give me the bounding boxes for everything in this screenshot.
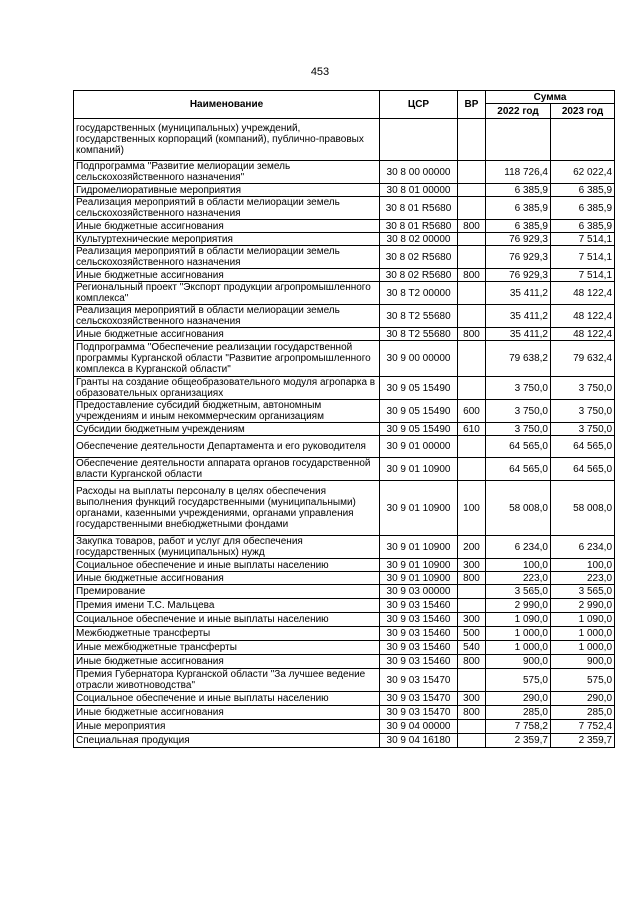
row-vr <box>458 734 486 748</box>
table-row <box>74 233 615 246</box>
row-value-2022: 6 234,0 <box>486 536 551 559</box>
row-value-2023: 79 632,4 <box>551 341 615 377</box>
row-value-2023: 6 385,9 <box>551 220 615 233</box>
row-value-2022: 35 411,2 <box>486 282 551 305</box>
row-csr: 30 9 00 00000 <box>380 341 458 377</box>
row-csr: 30 9 03 15460 <box>380 599 458 613</box>
row-value-2022: 6 385,9 <box>486 220 551 233</box>
table-row <box>74 613 615 627</box>
table-body <box>74 119 615 748</box>
row-name: Социальное обеспечение и иные выплаты населению <box>74 613 380 627</box>
row-name: Обеспечение деятельности Департамента и его руководителя <box>74 436 380 458</box>
row-csr: 30 8 01 00000 <box>380 184 458 197</box>
row-value-2023: 3 565,0 <box>551 585 615 599</box>
table-row <box>74 220 615 233</box>
row-value-2022: 3 750,0 <box>486 423 551 436</box>
row-vr: 610 <box>458 423 486 436</box>
row-value-2023: 3 750,0 <box>551 400 615 423</box>
table-row <box>74 341 615 377</box>
row-value-2023: 64 565,0 <box>551 436 615 458</box>
row-value-2022: 3 750,0 <box>486 400 551 423</box>
row-name: Реализация мероприятий в области мелиорации земель сельскохозяйственного назначения <box>74 305 380 328</box>
row-name: Иные бюджетные ассигнования <box>74 269 380 282</box>
page-number: 453 <box>310 66 330 78</box>
row-value-2022: 76 929,3 <box>486 269 551 282</box>
row-vr <box>458 282 486 305</box>
row-value-2022: 285,0 <box>486 706 551 720</box>
header-csr: ЦСР <box>380 91 458 119</box>
row-value-2023: 6 234,0 <box>551 536 615 559</box>
row-csr: 30 9 01 10900 <box>380 559 458 572</box>
row-vr <box>458 669 486 692</box>
row-vr <box>458 119 486 161</box>
row-csr: 30 8 T2 55680 <box>380 305 458 328</box>
row-name: Межбюджетные трансферты <box>74 627 380 641</box>
row-name: Реализация мероприятий в области мелиорации земель сельскохозяйственного назначения <box>74 197 380 220</box>
row-name: Закупка товаров, работ и услуг для обеспечения государственных (муниципальных) нужд <box>74 536 380 559</box>
row-value-2023: 1 000,0 <box>551 627 615 641</box>
row-csr: 30 8 02 R5680 <box>380 269 458 282</box>
row-value-2023: 290,0 <box>551 692 615 706</box>
row-vr: 500 <box>458 627 486 641</box>
row-name: Специальная продукция <box>74 734 380 748</box>
row-value-2022: 100,0 <box>486 559 551 572</box>
table-row <box>74 269 615 282</box>
table-row <box>74 536 615 559</box>
row-vr <box>458 246 486 269</box>
row-value-2022: 7 758,2 <box>486 720 551 734</box>
row-value-2022: 1 000,0 <box>486 641 551 655</box>
header-name: Наименование <box>74 91 380 119</box>
row-value-2023: 2 359,7 <box>551 734 615 748</box>
table-row <box>74 197 615 220</box>
row-vr <box>458 184 486 197</box>
row-csr: 30 9 03 15460 <box>380 641 458 655</box>
row-name: Иные мероприятия <box>74 720 380 734</box>
table-row <box>74 734 615 748</box>
row-name: Культуртехнические мероприятия <box>74 233 380 246</box>
row-csr: 30 9 01 10900 <box>380 481 458 536</box>
table-row <box>74 458 615 481</box>
row-name: Гранты на создание общеобразовательного модуля агропарка в образовательных организациях <box>74 377 380 400</box>
row-value-2023: 100,0 <box>551 559 615 572</box>
row-value-2022: 223,0 <box>486 572 551 585</box>
row-name: Субсидии бюджетным учреждениям <box>74 423 380 436</box>
table-row <box>74 184 615 197</box>
row-value-2022: 6 385,9 <box>486 184 551 197</box>
row-value-2022: 76 929,3 <box>486 233 551 246</box>
row-value-2022: 64 565,0 <box>486 458 551 481</box>
table-row <box>74 669 615 692</box>
row-csr: 30 8 00 00000 <box>380 161 458 184</box>
row-value-2023: 900,0 <box>551 655 615 669</box>
row-vr <box>458 720 486 734</box>
row-name: Иные бюджетные ассигнования <box>74 655 380 669</box>
table-row <box>74 720 615 734</box>
row-value-2023: 48 122,4 <box>551 328 615 341</box>
row-vr: 540 <box>458 641 486 655</box>
row-value-2022 <box>486 119 551 161</box>
row-name: Реализация мероприятий в области мелиорации земель сельскохозяйственного назначения <box>74 246 380 269</box>
row-csr: 30 9 01 10900 <box>380 458 458 481</box>
header-vr: ВР <box>458 91 486 119</box>
row-vr: 600 <box>458 400 486 423</box>
row-csr: 30 9 05 15490 <box>380 423 458 436</box>
row-csr: 30 9 03 15460 <box>380 655 458 669</box>
row-name: Социальное обеспечение и иные выплаты населению <box>74 559 380 572</box>
table-row <box>74 655 615 669</box>
row-vr <box>458 458 486 481</box>
table-row <box>74 572 615 585</box>
row-value-2023: 575,0 <box>551 669 615 692</box>
table-row <box>74 161 615 184</box>
row-name: Премия имени Т.С. Мальцева <box>74 599 380 613</box>
table-row <box>74 585 615 599</box>
row-value-2022: 2 990,0 <box>486 599 551 613</box>
row-name: Иные бюджетные ассигнования <box>74 572 380 585</box>
row-value-2022: 1 090,0 <box>486 613 551 627</box>
table-row <box>74 436 615 458</box>
table-row <box>74 423 615 436</box>
row-csr: 30 9 03 00000 <box>380 585 458 599</box>
row-csr: 30 8 02 R5680 <box>380 246 458 269</box>
row-vr <box>458 197 486 220</box>
row-vr <box>458 161 486 184</box>
row-name: Предоставление субсидий бюджетным, автономным учреждениям и иным некоммерческим организациям <box>74 400 380 423</box>
row-vr: 300 <box>458 692 486 706</box>
table-row <box>74 119 615 161</box>
row-value-2022: 64 565,0 <box>486 436 551 458</box>
row-csr: 30 9 01 10900 <box>380 572 458 585</box>
row-csr: 30 9 03 15470 <box>380 706 458 720</box>
row-csr: 30 8 02 00000 <box>380 233 458 246</box>
row-vr: 800 <box>458 572 486 585</box>
row-csr: 30 9 04 16180 <box>380 734 458 748</box>
row-value-2023: 58 008,0 <box>551 481 615 536</box>
row-value-2023: 3 750,0 <box>551 423 615 436</box>
table-row <box>74 641 615 655</box>
row-csr: 30 9 05 15490 <box>380 377 458 400</box>
row-vr: 100 <box>458 481 486 536</box>
row-name: Премия Губернатора Курганской области "За лучшее ведение отрасли животноводства" <box>74 669 380 692</box>
row-value-2022: 6 385,9 <box>486 197 551 220</box>
row-value-2023: 7 514,1 <box>551 269 615 282</box>
row-vr: 800 <box>458 269 486 282</box>
row-value-2022: 118 726,4 <box>486 161 551 184</box>
budget-table <box>73 90 615 748</box>
header-sum: Сумма <box>486 91 615 104</box>
row-value-2023: 64 565,0 <box>551 458 615 481</box>
row-value-2022: 900,0 <box>486 655 551 669</box>
table-row <box>74 706 615 720</box>
table-row <box>74 282 615 305</box>
row-value-2023: 1 000,0 <box>551 641 615 655</box>
row-vr: 300 <box>458 613 486 627</box>
table-row <box>74 599 615 613</box>
row-csr: 30 9 04 00000 <box>380 720 458 734</box>
row-value-2022: 3 750,0 <box>486 377 551 400</box>
row-value-2023: 1 090,0 <box>551 613 615 627</box>
row-vr <box>458 599 486 613</box>
table-row <box>74 246 615 269</box>
row-csr: 30 9 03 15460 <box>380 613 458 627</box>
row-name: Региональный проект "Экспорт продукции агропромышленного комплекса" <box>74 282 380 305</box>
row-value-2023 <box>551 119 615 161</box>
row-value-2023: 7 514,1 <box>551 233 615 246</box>
table-row <box>74 377 615 400</box>
row-vr <box>458 585 486 599</box>
row-value-2022: 35 411,2 <box>486 305 551 328</box>
row-name: Подпрограмма "Обеспечение реализации государственной программы Курганской области "Развитие агропромышленного комплекса в Курганской области" <box>74 341 380 377</box>
row-value-2022: 1 000,0 <box>486 627 551 641</box>
row-vr: 800 <box>458 655 486 669</box>
row-name: Расходы на выплаты персоналу в целях обеспечения выполнения функций государственными (муниципальными) органами, казенными учреждениями, органами управления государственными внебюджетными фондами <box>74 481 380 536</box>
row-name: Подпрограмма "Развитие мелиорации земель сельскохозяйственного назначения" <box>74 161 380 184</box>
row-value-2022: 79 638,2 <box>486 341 551 377</box>
table-row <box>74 328 615 341</box>
table-row <box>74 305 615 328</box>
row-csr: 30 9 03 15470 <box>380 669 458 692</box>
row-value-2023: 2 990,0 <box>551 599 615 613</box>
row-name: государственных (муниципальных) учреждений, государственных корпораций (компаний), публично-правовых компаний) <box>74 119 380 161</box>
table-row <box>74 559 615 572</box>
row-csr: 30 8 T2 55680 <box>380 328 458 341</box>
row-value-2023: 7 514,1 <box>551 246 615 269</box>
row-name: Обеспечение деятельности аппарата органов государственной власти Курганской области <box>74 458 380 481</box>
row-value-2023: 7 752,4 <box>551 720 615 734</box>
row-value-2022: 58 008,0 <box>486 481 551 536</box>
row-value-2022: 2 359,7 <box>486 734 551 748</box>
row-value-2023: 62 022,4 <box>551 161 615 184</box>
row-name: Иные межбюджетные трансферты <box>74 641 380 655</box>
table-row <box>74 627 615 641</box>
row-value-2022: 35 411,2 <box>486 328 551 341</box>
row-csr: 30 9 03 15460 <box>380 627 458 641</box>
row-vr: 800 <box>458 328 486 341</box>
row-vr <box>458 233 486 246</box>
row-vr <box>458 341 486 377</box>
row-vr: 200 <box>458 536 486 559</box>
row-csr: 30 9 01 00000 <box>380 436 458 458</box>
row-name: Премирование <box>74 585 380 599</box>
header-2022: 2022 год <box>486 104 551 119</box>
row-name: Иные бюджетные ассигнования <box>74 328 380 341</box>
row-value-2023: 48 122,4 <box>551 305 615 328</box>
row-value-2023: 6 385,9 <box>551 197 615 220</box>
row-value-2022: 290,0 <box>486 692 551 706</box>
row-value-2023: 3 750,0 <box>551 377 615 400</box>
row-value-2023: 48 122,4 <box>551 282 615 305</box>
row-value-2023: 6 385,9 <box>551 184 615 197</box>
row-csr: 30 9 05 15490 <box>380 400 458 423</box>
row-csr <box>380 119 458 161</box>
row-name: Иные бюджетные ассигнования <box>74 706 380 720</box>
row-csr: 30 8 T2 00000 <box>380 282 458 305</box>
row-name: Социальное обеспечение и иные выплаты населению <box>74 692 380 706</box>
row-value-2023: 285,0 <box>551 706 615 720</box>
row-csr: 30 9 01 10900 <box>380 536 458 559</box>
row-csr: 30 8 01 R5680 <box>380 197 458 220</box>
header-row <box>74 91 615 104</box>
table-row <box>74 400 615 423</box>
row-name: Гидромелиоративные мероприятия <box>74 184 380 197</box>
header-2023: 2023 год <box>551 104 615 119</box>
row-vr: 800 <box>458 706 486 720</box>
row-vr: 300 <box>458 559 486 572</box>
row-value-2022: 575,0 <box>486 669 551 692</box>
row-csr: 30 8 01 R5680 <box>380 220 458 233</box>
row-name: Иные бюджетные ассигнования <box>74 220 380 233</box>
table-row <box>74 481 615 536</box>
row-value-2023: 223,0 <box>551 572 615 585</box>
row-vr <box>458 305 486 328</box>
row-vr: 800 <box>458 220 486 233</box>
row-csr: 30 9 03 15470 <box>380 692 458 706</box>
row-vr <box>458 377 486 400</box>
row-vr <box>458 436 486 458</box>
row-value-2022: 76 929,3 <box>486 246 551 269</box>
table-row <box>74 692 615 706</box>
row-value-2022: 3 565,0 <box>486 585 551 599</box>
